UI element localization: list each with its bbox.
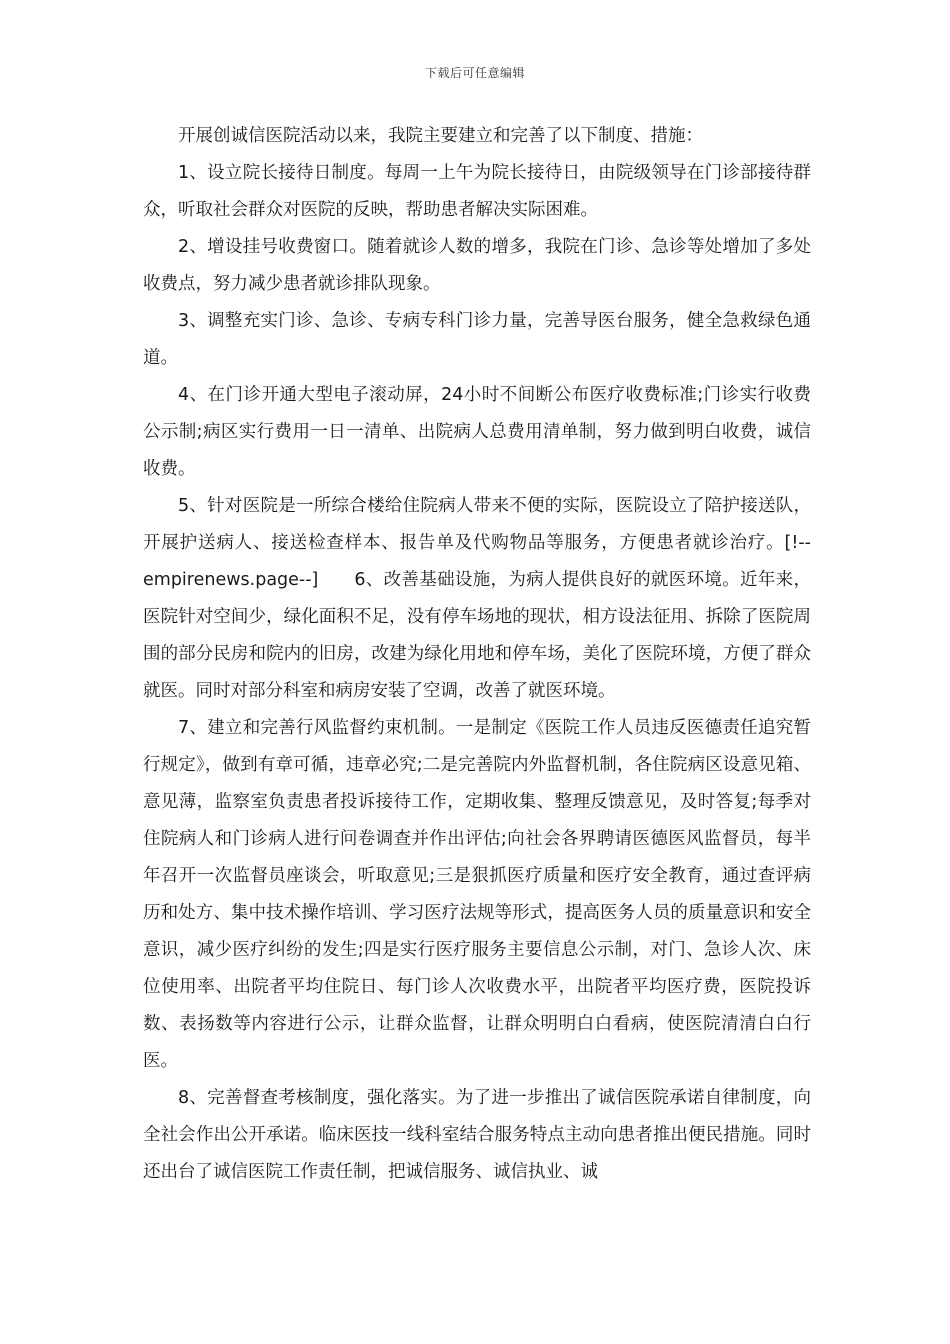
- paragraph-item-5-6: 5、针对医院是一所综合楼给住院病人带来不便的实际，医院设立了陪护接送队，开展护送病人、接送检查样本、报告单及代购物品等服务，方便患者就诊治疗。[!--empirenews.page--] 6、改善基础设施，为病人提供良好的就医环境。近年来，医院针对空间少，绿化面积不足，没有停车场地的现状，相方设法征用、拆除了医院周围的部分民房和院内的旧房，改建为绿化用地和停车场，美化了医院环境，方便了群众就医。同时对部分科室和病房安装了空调，改善了就医环境。: [143, 496, 811, 701]
- document-body: [143, 118, 811, 1191]
- paragraph-item-2: 2、增设挂号收费窗口。随着就诊人数的增多，我院在门诊、急诊等处增加了多处收费点，努力减少患者就诊排队现象。: [143, 237, 811, 294]
- paragraph-item-7: 7、建立和完善行风监督约束机制。一是制定《医院工作人员违反医德责任追究暂行规定》，做到有章可循，违章必究;二是完善院内外监督机制，各住院病区设意见箱、意见薄，监察室负责患者投诉接待工作，定期收集、整理反馈意见，及时答复;每季对住院病人和门诊病人进行问卷调查并作出评估;向社会各界聘请医德医风监督员，每半年召开一次监督员座谈会，听取意见;三是狠抓医疗质量和医疗安全教育，通过查评病历和处方、集中技术操作培训、学习医疗法规等形式，提高医务人员的质量意识和安全意识，减少医疗纠纷的发生;四是实行医疗服务主要信息公示制，对门、急诊人次、床位使用率、出院者平均住院日、每门诊人次收费水平，出院者平均医疗费，医院投诉数、表扬数等内容进行公示，让群众监督，让群众明明白白看病，使医院清清白白行医。: [143, 718, 811, 1071]
- paragraph-intro: 开展创诚信医院活动以来，我院主要建立和完善了以下制度、措施：: [178, 126, 703, 146]
- page-header: 下载后可任意编辑: [424, 66, 525, 80]
- paragraph-item-3: 3、调整充实门诊、急诊、专病专科门诊力量，完善导医台服务，健全急救绿色通道。: [143, 311, 811, 368]
- paragraph-item-8: 8、完善督查考核制度，强化落实。为了进一步推出了诚信医院承诺自律制度，向全社会作出公开承诺。临床医技一线科室结合服务特点主动向患者推出便民措施。同时还出台了诚信医院工作责任制，把诚信服务、诚信执业、诚: [143, 1088, 811, 1182]
- paragraph-item-1: 1、设立院长接待日制度。每周一上午为院长接待日，由院级领导在门诊部接待群众，听取社会群众对医院的反映，帮助患者解决实际困难。: [143, 163, 811, 220]
- paragraph-item-4: 4、在门诊开通大型电子滚动屏，24小时不间断公布医疗收费标准;门诊实行收费公示制;病区实行费用一日一清单、出院病人总费用清单制，努力做到明白收费，诚信收费。: [143, 385, 811, 479]
